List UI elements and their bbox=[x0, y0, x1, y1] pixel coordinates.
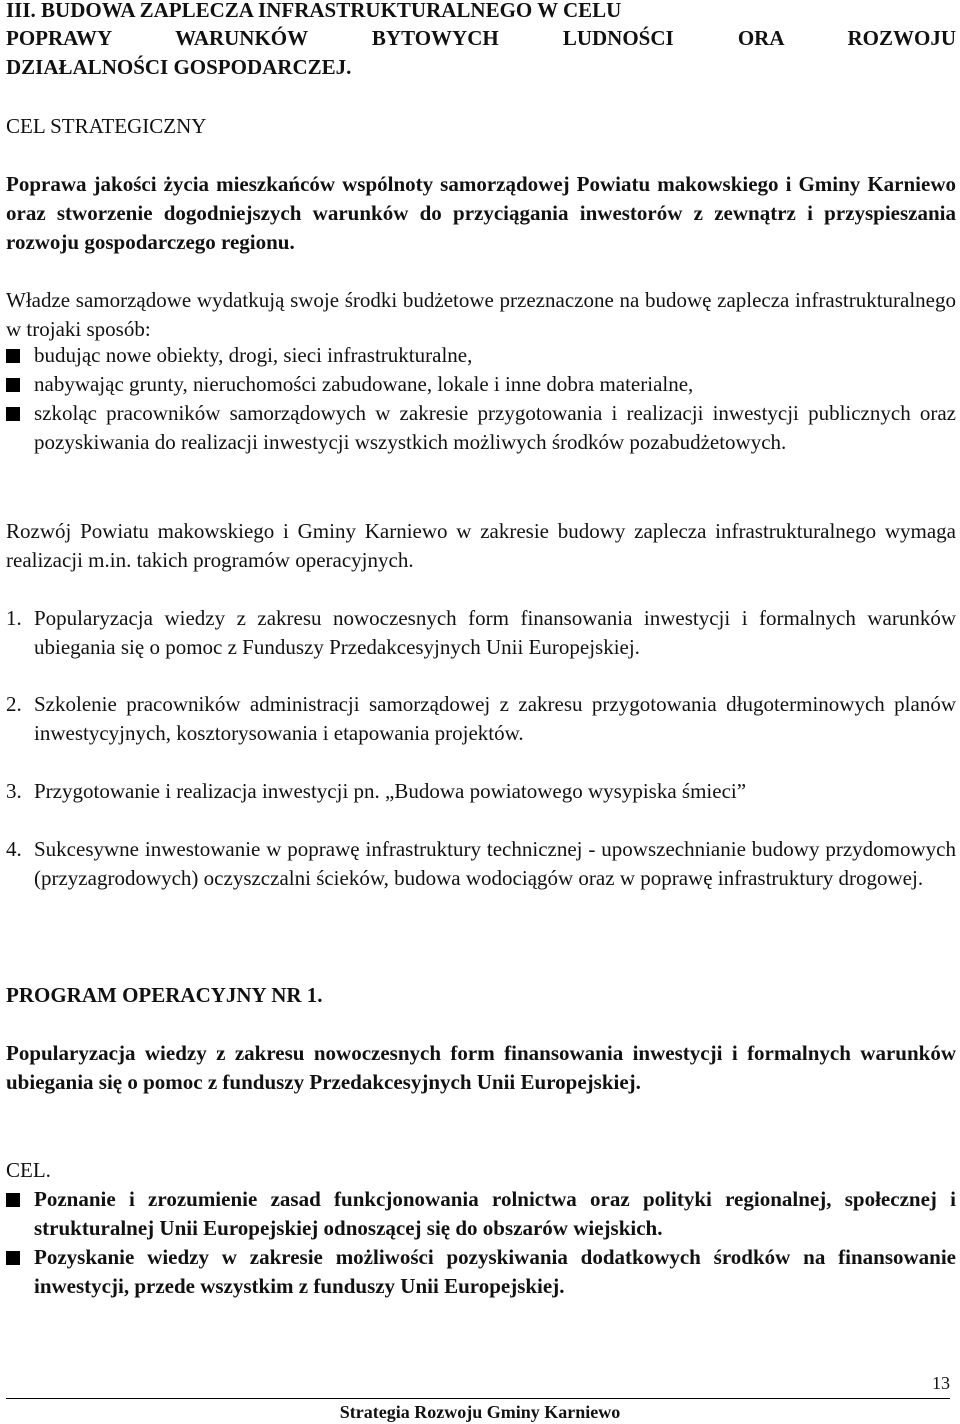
development-paragraph: Rozwój Powiatu makowskiego i Gminy Karniewo w zakresie budowy zaplecza infrastrukturalnego wymaga realizacji m.in. takich programów operacyjnych. bbox=[6, 519, 956, 572]
spending-bullet: budując nowe obiekty, drogi, sieci infrastrukturalne, bbox=[34, 343, 473, 367]
program1-cel-label: CEL. bbox=[6, 1158, 51, 1182]
program-text: Popularyzacja wiedzy z zakresu nowoczesnych form finansowania inwestycji i formalnych warunków ubiegania się o pomoc z Funduszy Przedakcesyjnych Unii Europejskiej. bbox=[34, 606, 956, 659]
bullet-square-icon bbox=[6, 1251, 20, 1265]
program-text: Szkolenie pracowników administracji samorządowej z zakresu przygotowania długoterminowych planów inwestycyjnych, kosztorysowania i etapowania projektów. bbox=[34, 692, 956, 745]
program-number: 4. bbox=[6, 837, 22, 861]
bullet-square-icon bbox=[6, 378, 20, 392]
bullet-square-icon bbox=[6, 407, 20, 421]
spending-bullet: szkoląc pracowników samorządowych w zakresie przygotowania i realizacji inwestycji publicznych oraz pozyskiwania do realizacji inwestycji wszystkich możliwych środków pozabudżetowych. bbox=[34, 401, 956, 454]
program1-goal: Pozyskanie wiedzy w zakresie możliwości pozyskiwania dodatkowych środków na finansowanie inwestycji, przede wszystkim z funduszy Unii Europejskiej. bbox=[34, 1245, 956, 1298]
strategic-goal-heading: CEL STRATEGICZNY bbox=[6, 114, 207, 138]
bullet-square-icon bbox=[6, 349, 20, 363]
footer-title: Strategia Rozwoju Gminy Karniewo bbox=[339, 1402, 621, 1422]
program-number: 2. bbox=[6, 692, 22, 716]
chapter-title-line1: III. BUDOWA ZAPLECZA INFRASTRUKTURALNEGO W CELU bbox=[6, 0, 622, 22]
bullet-square-icon bbox=[6, 1193, 20, 1207]
strategic-goal-text: Poprawa jakości życia mieszkańców wspólnoty samorządowej Powiatu makowskiego i Gminy Karniewo oraz stworzenie dogodniejszych warunków do przyciągania inwestorów z zewnątrz i przyspieszania rozwoju gospodarczego regionu. bbox=[6, 172, 956, 254]
spending-intro: Władze samorządowe wydatkują swoje środki budżetowe przeznaczone na budowę zaplecza infrastrukturalnego w trojaki sposób: bbox=[6, 288, 956, 341]
program1-title: Popularyzacja wiedzy z zakresu nowoczesnych form finansowania inwestycji i formalnych warunków ubiegania się o pomoc z funduszy Przedakcesyjnych Unii Europejskiej. bbox=[6, 1041, 956, 1094]
program1-heading: PROGRAM OPERACYJNY NR 1. bbox=[6, 983, 323, 1007]
footer-divider bbox=[6, 1398, 950, 1399]
program1-goal: Poznanie i zrozumienie zasad funkcjonowania rolnictwa oraz polityki regionalnej, społecznej i strukturalnej Unii Europejskiej odnoszącej się do obszarów wiejskich. bbox=[34, 1187, 956, 1240]
chapter-title-line3: DZIAŁALNOŚCI GOSPODARCZEJ. bbox=[6, 55, 352, 79]
spending-bullet: nabywając grunty, nieruchomości zabudowane, lokale i inne dobra materialne, bbox=[34, 372, 694, 396]
page-number: 13 bbox=[932, 1373, 950, 1393]
program-number: 3. bbox=[6, 779, 22, 803]
program-text: Sukcesywne inwestowanie w poprawę infrastruktury technicznej - upowszechnianie budowy przydomowych (przyzagrodowych) oczyszczalni ścieków, budowa wodociągów oraz w poprawę infrastruktury drogowej. bbox=[34, 837, 956, 890]
chapter-title-line2: POPRAWY WARUNKÓW BYTOWYCH LUDNOŚCI ORA ROZWOJU bbox=[6, 26, 956, 50]
program-number: 1. bbox=[6, 606, 22, 630]
program-text: Przygotowanie i realizacja inwestycji pn. „Budowa powiatowego wysypiska śmieci” bbox=[34, 779, 747, 803]
